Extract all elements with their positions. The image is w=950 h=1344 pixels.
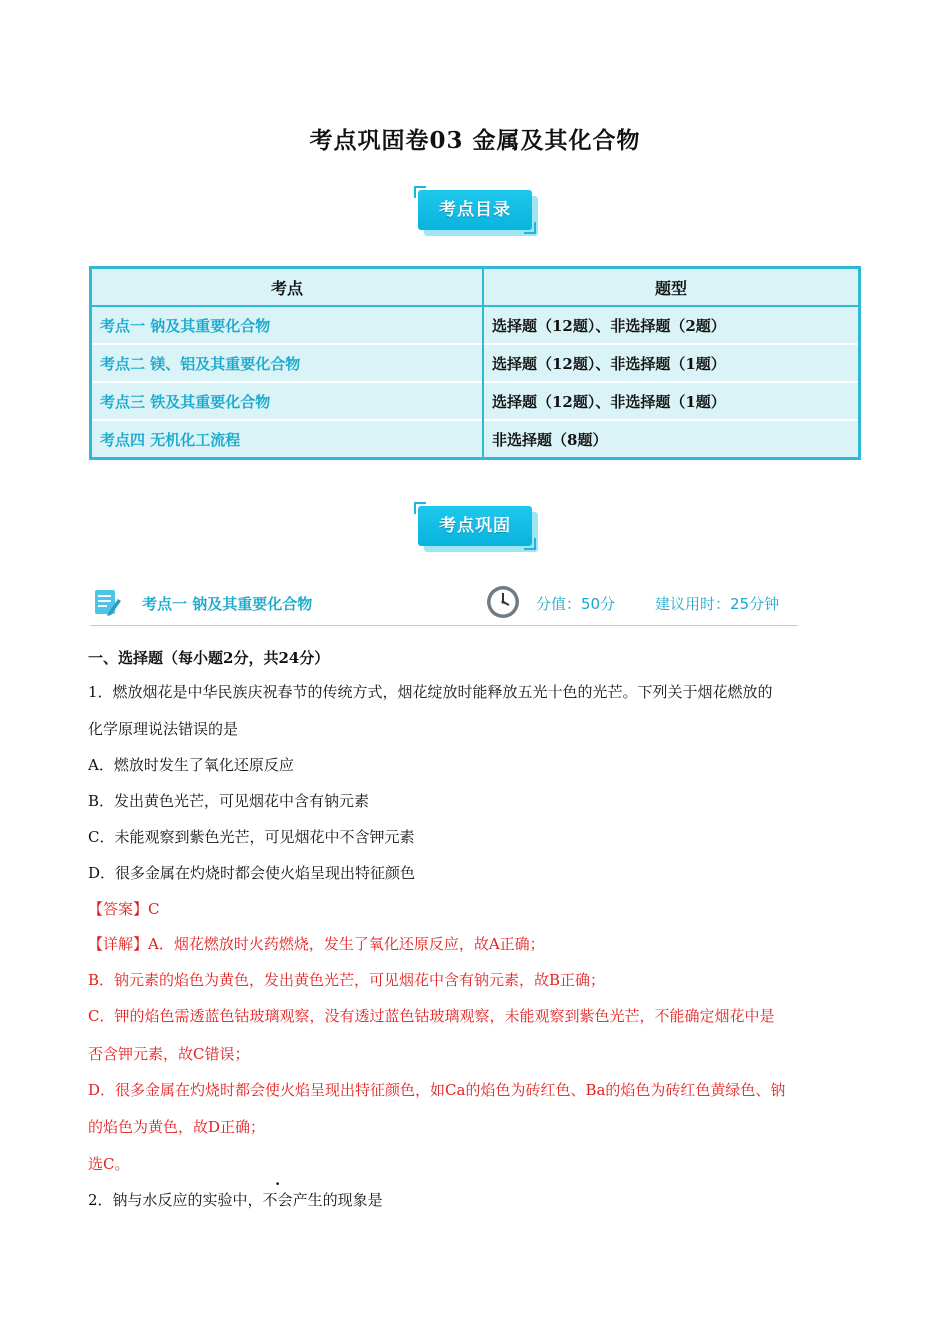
- clock-icon: [486, 585, 520, 619]
- option-b: B．发出黄色光芒，可见烟花中含有钠元素: [88, 792, 370, 810]
- toc-topic: 考点四 无机化工流程: [91, 420, 484, 459]
- toc-header-topic: 考点: [91, 268, 484, 307]
- toc-row: [91, 382, 860, 420]
- explanation-d-line-2: 的焰色为黄色，故D正确；: [88, 1118, 266, 1136]
- toc-type: 选择题（12题）、非选择题（2题）: [483, 306, 860, 344]
- explanation-b: B．钠元素的焰色为黄色，发出黄色光芒，可见烟花中含有钠元素，故B正确；: [88, 971, 606, 989]
- practice-badge-label: 考点巩固: [418, 506, 532, 546]
- toc-header-row: [91, 268, 860, 307]
- toc-header-type: 题型: [483, 268, 860, 307]
- section-topic-label: 考点一 钠及其重要化合物: [142, 595, 313, 613]
- question-2-emphasis: 不会: [262, 1191, 293, 1209]
- toc-type: 非选择题（8题）: [483, 420, 860, 459]
- explanation-a: 【详解】A．烟花燃放时火药燃烧，发生了氧化还原反应，故A正确；: [88, 935, 545, 953]
- toc-type: 选择题（12题）、非选择题（1题）: [483, 344, 860, 382]
- explanation-c-line-1: C．钾的焰色需透蓝色钴玻璃观察，没有透过蓝色钴玻璃观察，未能观察到紫色光芒，不能确定烟花中是: [88, 1007, 775, 1025]
- question-2: [88, 1190, 383, 1210]
- question-2-prefix: 2．钠与水反应的实验中，: [88, 1191, 263, 1209]
- toc-row: [91, 420, 860, 459]
- section-time: 建议用时：25分钟: [655, 595, 780, 613]
- practice-badge: [418, 506, 542, 556]
- toc-topic: 考点二 镁、铝及其重要化合物: [91, 344, 484, 382]
- section-score: 分值：50分: [536, 595, 616, 613]
- option-a: A．燃放时发生了氧化还原反应: [88, 756, 294, 774]
- explanation-d-line-1: D．很多金属在灼烧时都会使火焰呈现出特征颜色，如Ca的焰色为砖红色、Ba的焰色为砖红色黄绿色、钠: [88, 1081, 786, 1099]
- answer: 【答案】C: [88, 900, 160, 918]
- question-1-line-1: 1．燃放烟花是中华民族庆祝春节的传统方式，烟花绽放时能释放五光十色的光芒。下列关于烟花燃放的: [88, 683, 773, 701]
- explanation-c-line-2: 否含钾元素，故C错误；: [88, 1045, 250, 1063]
- part-heading: 一、选择题（每小题2分，共24分）: [88, 649, 330, 667]
- notepad-icon: [94, 587, 122, 617]
- question-2-suffix: 产生的现象是: [292, 1191, 383, 1209]
- page-title: 考点巩固卷03 金属及其化合物: [309, 127, 641, 154]
- toc-badge: [418, 190, 542, 240]
- toc-row: [91, 344, 860, 382]
- toc-badge-label: 考点目录: [418, 190, 532, 230]
- option-c: C．未能观察到紫色光芒，可见烟花中不含钾元素: [88, 828, 415, 846]
- section-header: [90, 585, 798, 626]
- option-d: D．很多金属在灼烧时都会使火焰呈现出特征颜色: [88, 864, 416, 882]
- toc-type: 选择题（12题）、非选择题（1题）: [483, 382, 860, 420]
- question-1-line-2: 化学原理说法错误的是: [88, 720, 239, 738]
- explanation-conclusion: 选C。: [88, 1155, 130, 1173]
- toc-topic: 考点三 铁及其重要化合物: [91, 382, 484, 420]
- toc-table: [89, 266, 861, 460]
- toc-topic: 考点一 钠及其重要化合物: [91, 306, 484, 344]
- toc-row: [91, 306, 860, 344]
